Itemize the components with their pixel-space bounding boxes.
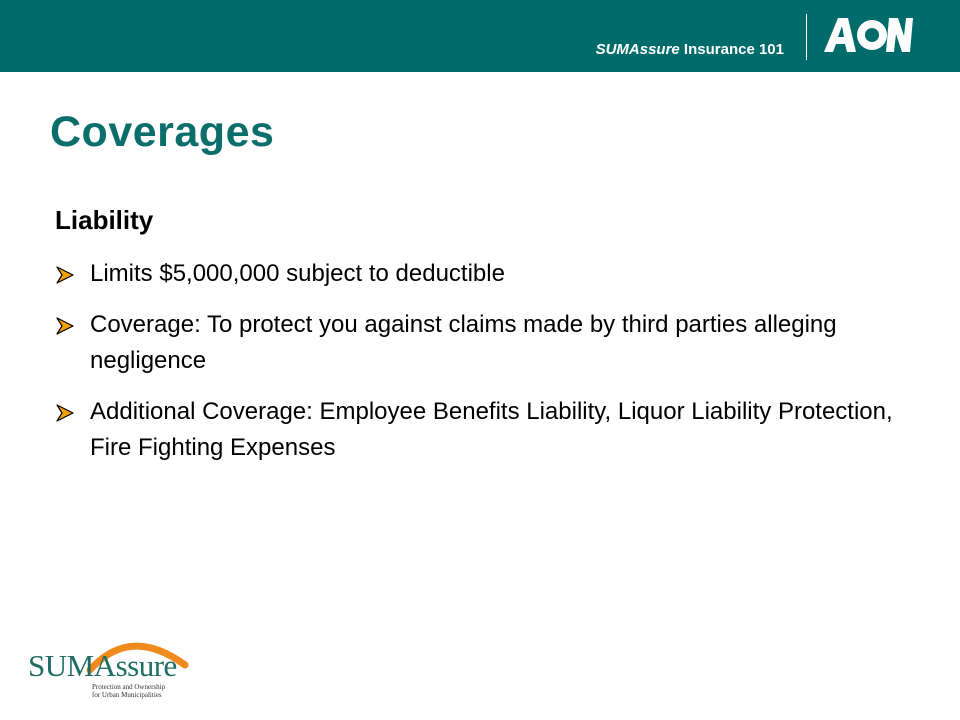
sumassure-tagline: Protection and Ownership for Urban Municipalities — [92, 683, 166, 699]
header-divider — [806, 14, 807, 60]
bullet-text: Limits $5,000,000 subject to deductible — [90, 260, 505, 287]
sumassure-logo-text: SUMAssure — [28, 648, 177, 683]
bullet-text: Coverage: To protect you against claims made by third parties alleging negligence — [90, 311, 837, 374]
header-bar — [0, 0, 960, 72]
bullet-list — [55, 256, 915, 481]
section-heading: Liability — [55, 205, 154, 235]
bullet-item — [55, 307, 915, 379]
header-title: SUMAssure Insurance 101 — [595, 41, 784, 58]
aon-logo — [822, 12, 914, 58]
arrowhead-bullet-icon — [55, 316, 75, 336]
bullet-text: Additional Coverage: Employee Benefits Liability, Liquor Liability Protection, Fire Fighting Expenses — [90, 398, 893, 461]
slide-title: Coverages — [50, 108, 275, 156]
bullet-item — [55, 394, 915, 466]
arrowhead-bullet-icon — [55, 265, 75, 285]
arrowhead-bullet-icon — [55, 403, 75, 423]
bullet-item — [55, 256, 915, 292]
